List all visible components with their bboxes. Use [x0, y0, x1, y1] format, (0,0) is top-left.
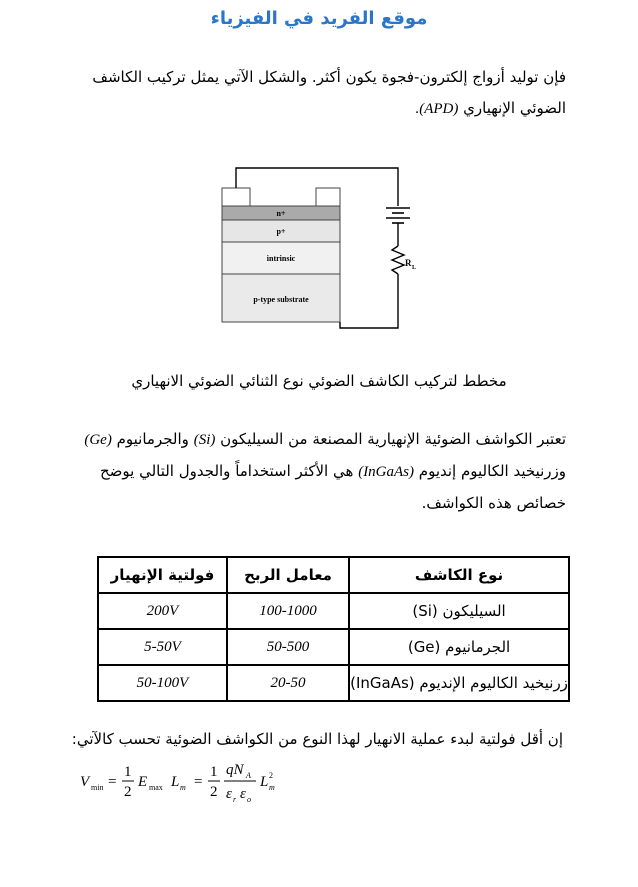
f-one2: 1 [210, 764, 218, 780]
f-eq1: = [108, 774, 117, 790]
f-eps1: ε [226, 786, 232, 802]
header-type: نوع الكاشف [349, 557, 569, 593]
cell-type: السيليكون (Si) [349, 593, 569, 629]
f-two1: 2 [124, 784, 132, 800]
vmin-formula [80, 760, 320, 820]
table-header-row [98, 557, 569, 593]
f-V: V [80, 774, 90, 790]
f-min: min [91, 783, 104, 792]
f-L2: L [260, 774, 269, 790]
p2-ge: (Ge) [84, 432, 112, 448]
f-L1: L [171, 774, 180, 790]
table-row [98, 665, 569, 701]
f-sq: 2 [269, 771, 273, 780]
p2-ingaas: (InGaAs) [358, 464, 415, 480]
f-m1: m [180, 783, 186, 792]
site-title: موقع الفريد في الفيزياء [210, 8, 428, 29]
wire-bottom [340, 274, 398, 328]
body-paragraph [66, 424, 566, 519]
p2-part2: والجرمانيوم [116, 430, 189, 448]
cell-gain: 50-500 [227, 629, 349, 665]
f-two2: 2 [210, 784, 218, 800]
f-r: r [233, 795, 237, 804]
f-A: A [246, 771, 251, 780]
detector-properties-table [97, 556, 570, 702]
cell-gain: 20-50 [227, 665, 349, 701]
apd-diagram [206, 150, 436, 330]
intro-text: فإن توليد أزواج إلكترون-فجوة يكون أكثر. والشكل الآتي يمثل تركيب الكاشف الضوئي الإنهياري [92, 68, 566, 117]
header-gain: معامل الربح [227, 557, 349, 593]
label-p-plus: p+ [276, 227, 286, 236]
apd-abbr: (APD). [415, 101, 459, 117]
cell-type: الجرمانيوم (Ge) [349, 629, 569, 665]
intro-paragraph [66, 62, 566, 125]
f-E: E [138, 774, 148, 790]
label-n-plus: n+ [276, 209, 286, 218]
f-eq2: = [194, 774, 203, 790]
f-qN: qN [226, 762, 244, 778]
f-o: o [247, 795, 251, 804]
cell-voltage: 200V [98, 593, 227, 629]
header-voltage: فولتية الإنهيار [98, 557, 227, 593]
label-resistor: R [405, 258, 412, 268]
cell-voltage: 50-100V [98, 665, 227, 701]
p2-part4: هي الأكثر استخداماً والجدول التالي يوضح خصائص هذه الكواشف. [99, 462, 566, 512]
cell-gain: 100-1000 [227, 593, 349, 629]
p2-part1: تعتبر الكواشف الضوئية الإنهيارية المصنعة من السيليكون [220, 430, 566, 448]
f-m2: m [269, 783, 275, 792]
resistor [392, 246, 404, 274]
f-eps2: ε [240, 786, 246, 802]
p2-part3: وزرنيخيد الكاليوم إنديوم [418, 462, 566, 480]
label-resistor-sub: L [412, 265, 417, 271]
table-row [98, 593, 569, 629]
diagram-caption: مخطط لتركيب الكاشف الضوئي نوع الثنائي الضوئي الانهياري [131, 372, 507, 390]
f-max: max [149, 783, 163, 792]
table-row [98, 629, 569, 665]
p2-si: (Si) [193, 432, 216, 448]
cell-type: زرنيخيد الكاليوم الإنديوم (InGaAs) [349, 665, 569, 701]
label-substrate: p-type substrate [253, 295, 309, 304]
formula-svg [80, 760, 320, 820]
apd-diagram-svg [206, 150, 436, 330]
label-intrinsic: intrinsic [266, 254, 296, 263]
formula-intro: إن أقل فولتية لبدء عملية الانهيار لهذا النوع من الكواشف الضوئية تحسب كالآتي: [71, 730, 563, 748]
cell-voltage: 5-50V [98, 629, 227, 665]
f-one1: 1 [124, 764, 132, 780]
